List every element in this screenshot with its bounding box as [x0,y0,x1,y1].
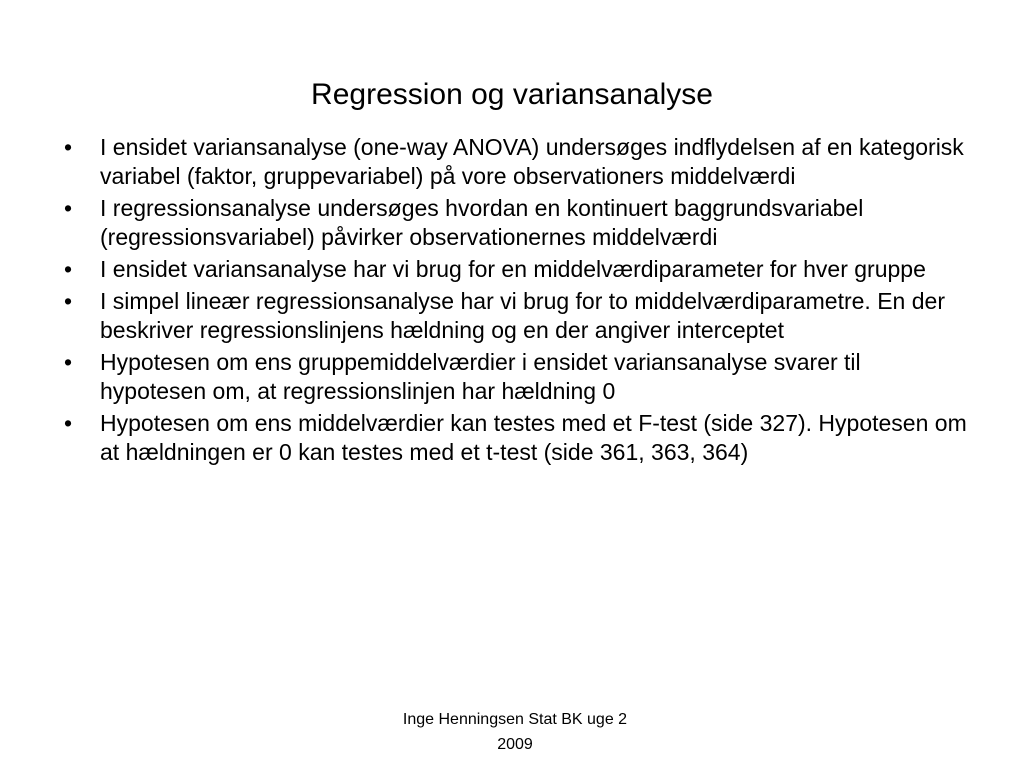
bullet-marker: • [63,195,73,221]
bullet-item [58,287,968,345]
bullet-list [58,133,968,470]
bullet-item [58,348,968,406]
bullet-marker: • [63,134,73,160]
bullet-marker: • [63,288,73,314]
bullet-text: I simpel lineær regressionsanalyse har vi brug for to middelværdiparametre. En der beskriver regressionslinjens hældning og en der angiver interceptet [100,288,945,343]
bullet-item [58,409,968,467]
bullet-text: I ensidet variansanalyse (one-way ANOVA) undersøges indflydelsen af en kategorisk variabel (faktor, gruppevariabel) på vore observationers middelværdi [100,134,964,189]
bullet-item [58,255,968,284]
bullet-text: I regressionsanalyse undersøges hvordan en kontinuert baggrundsvariabel (regressionsvariabel) påvirker observationernes middelværdi [100,195,864,250]
bullet-text: Hypotesen om ens middelværdier kan testes med et F-test (side 327). Hypotesen om at hældningen er 0 kan testes med et t-test (side 361, 363, 364) [100,410,967,465]
bullet-marker: • [63,256,73,282]
bullet-text: Hypotesen om ens gruppemiddelværdier i ensidet variansanalyse svarer til hypotesen om, at regressionslinjen har hældning 0 [100,349,861,404]
slide-title: Regression og variansanalyse [311,78,713,111]
footer-year: 2009 [497,736,533,753]
bullet-marker: • [63,349,73,375]
bullet-item [58,133,968,191]
slide-footer [360,707,670,757]
bullet-marker: • [63,410,73,436]
bullet-text: I ensidet variansanalyse har vi brug for en middelværdiparameter for hver gruppe [100,256,926,282]
footer-author: Inge Henningsen Stat BK uge 2 [402,711,628,728]
bullet-item [58,194,968,252]
